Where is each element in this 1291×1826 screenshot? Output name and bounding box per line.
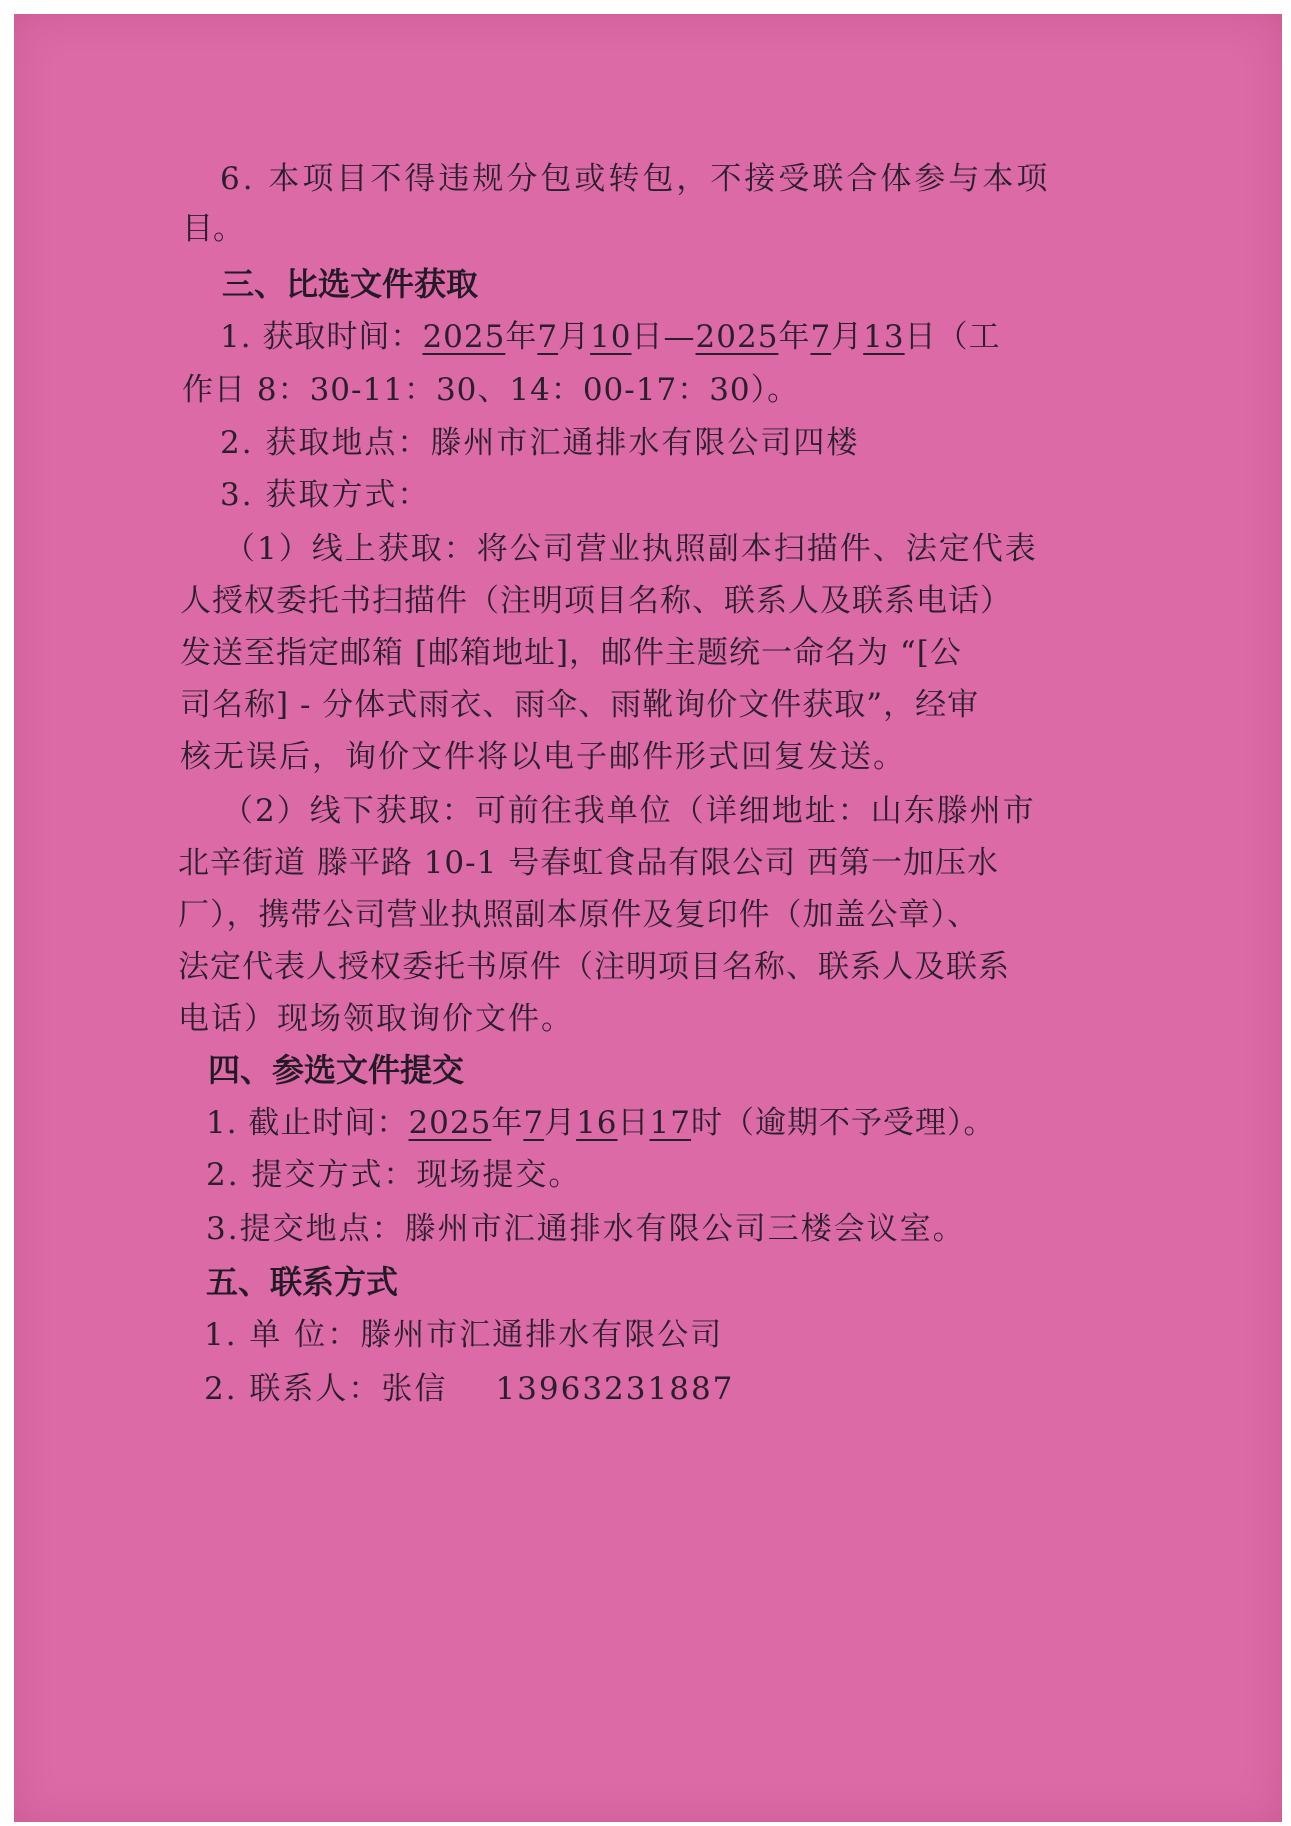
acquire-day-dash: 日— xyxy=(631,319,696,355)
contact-unit: 1. 单 位：滕州市汇通排水有限公司 xyxy=(204,1317,724,1353)
acquire-method: 3. 获取方式： xyxy=(220,477,431,513)
deadline-prefix: 1. 截止时间： xyxy=(206,1105,409,1141)
acquire-day-end: 13 xyxy=(863,319,905,355)
deadline-hour: 17 xyxy=(649,1105,691,1141)
acquire-year-end: 2025 xyxy=(695,319,779,355)
acquire-time-line1 xyxy=(220,319,1001,355)
deadline-month: 7 xyxy=(523,1105,545,1141)
online-line3: 发送至指定邮箱 [邮箱地址]，邮件主题统一命名为 “[公 xyxy=(180,635,962,671)
contact-person-label: 2. 联系人：张信 xyxy=(204,1371,448,1407)
online-line5: 核无误后，询价文件将以电子邮件形式回复发送。 xyxy=(180,739,906,775)
deadline-line xyxy=(206,1105,996,1141)
offline-line2: 北辛街道 滕平路 10-1 号春虹食品有限公司 西第一加压水 xyxy=(178,845,1000,881)
item6-line2: 目。 xyxy=(182,211,244,247)
offline-line3: 厂），携带公司营业执照副本原件及复印件（加盖公章）、 xyxy=(178,897,979,933)
section3-heading: 三、比选文件获取 xyxy=(222,265,479,303)
acquire-day-start: 10 xyxy=(590,319,632,355)
acquire-month-start: 7 xyxy=(537,319,559,355)
item6-line1 xyxy=(220,161,1051,197)
document-page xyxy=(14,14,1282,1822)
deadline-tail: 时（逾期不予受理）。 xyxy=(690,1105,996,1141)
acquire-month-char-start: 月 xyxy=(558,319,591,355)
submit-method: 2. 提交方式：现场提交。 xyxy=(206,1157,582,1193)
acquire-month-char-end: 月 xyxy=(831,319,864,355)
deadline-day: 16 xyxy=(576,1105,618,1141)
offline-line1: （2）线下获取：可前往我单位（详细地址：山东滕州市 xyxy=(222,793,1036,829)
deadline-day-char: 日 xyxy=(617,1105,650,1141)
offline-line5: 电话）现场领取询价文件。 xyxy=(178,1001,574,1037)
deadline-month-char: 月 xyxy=(544,1105,577,1141)
online-line1-text: （1）线上获取：将公司营业执照副本扫描件、法定代表 xyxy=(224,531,1038,567)
acquire-time-prefix: 1. 获取时间： xyxy=(220,319,423,355)
acquire-time-tail: 日（工 xyxy=(904,319,1001,355)
online-line4: 司名称] - 分体式雨衣、雨伞、雨靴询价文件获取”，经审 xyxy=(180,687,980,723)
submit-place: 3.提交地点：滕州市汇通排水有限公司三楼会议室。 xyxy=(206,1211,966,1247)
offline-line4: 法定代表人授权委托书原件（注明项目名称、联系人及联系 xyxy=(178,949,1010,985)
contact-phone: 13963231887 xyxy=(495,1371,735,1407)
contact-person-line xyxy=(204,1371,735,1407)
item6-line1-text: 6. 本项目不得违规分包或转包，不接受联合体参与本项 xyxy=(220,161,1051,197)
section5-heading: 五、联系方式 xyxy=(206,1263,399,1301)
acquire-time-line2: 作日 8：30-11：30、14：00-17：30）。 xyxy=(182,372,800,408)
acquire-year-char-end: 年 xyxy=(778,319,811,355)
acquire-year-start: 2025 xyxy=(422,319,506,355)
acquire-place: 2. 获取地点：滕州市汇通排水有限公司四楼 xyxy=(220,425,860,461)
online-line2: 人授权委托书扫描件（注明项目名称、联系人及联系电话） xyxy=(180,583,1012,619)
online-line1 xyxy=(224,531,1038,567)
acquire-year-char-start: 年 xyxy=(505,319,538,355)
deadline-year: 2025 xyxy=(408,1105,492,1141)
section4-heading: 四、参选文件提交 xyxy=(208,1051,465,1089)
acquire-month-end: 7 xyxy=(810,319,832,355)
deadline-year-char: 年 xyxy=(491,1105,524,1141)
